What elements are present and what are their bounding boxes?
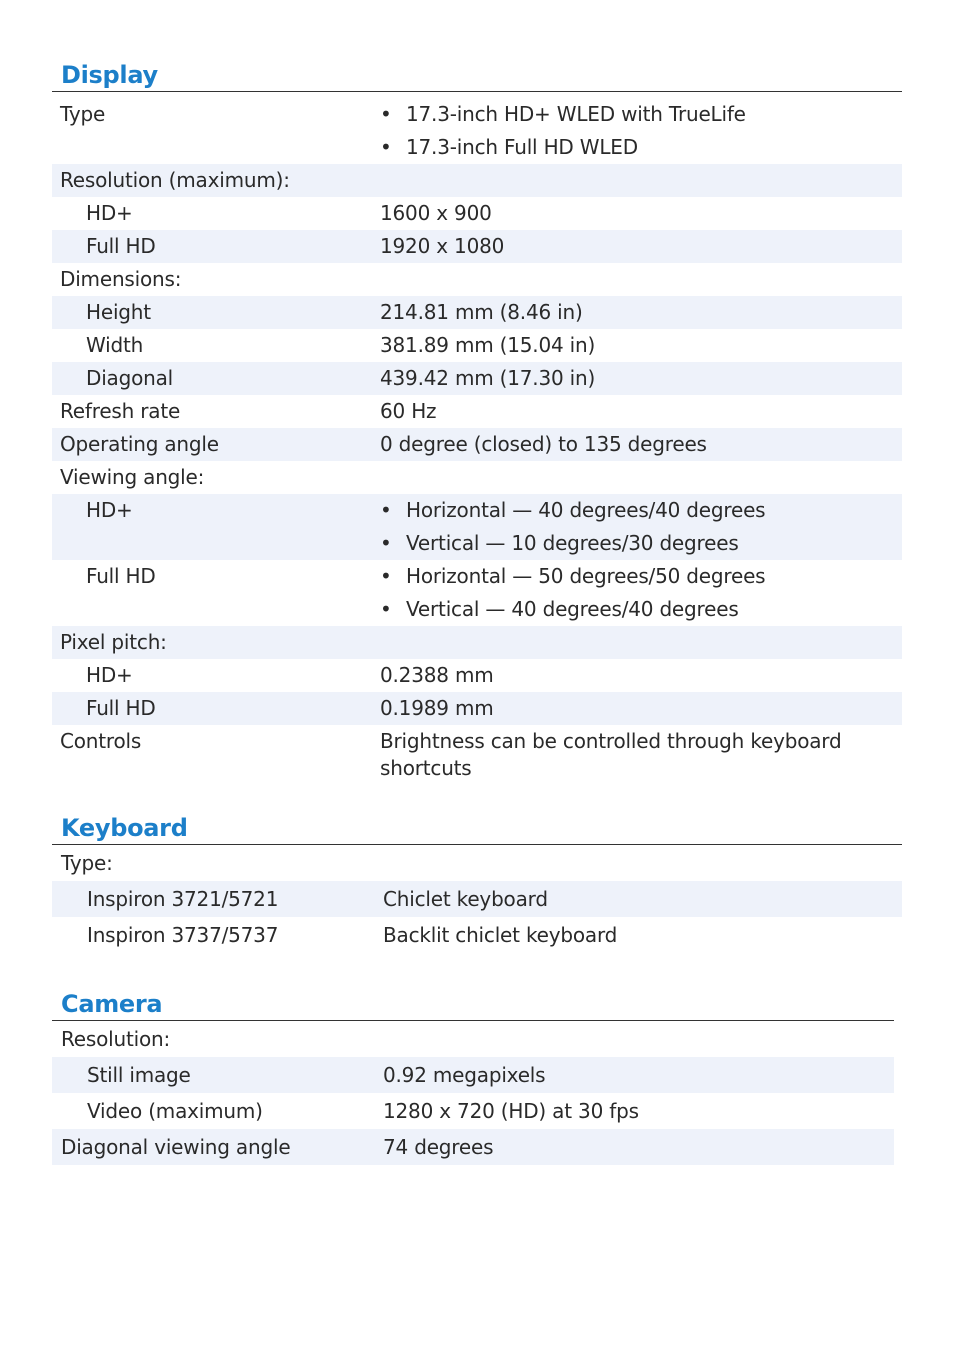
type-list [380, 98, 882, 164]
resolution-hd-row [52, 197, 902, 230]
row-label: Height [86, 300, 151, 324]
row-label: Video (maximum) [87, 1099, 263, 1123]
row-label: Refresh rate [60, 399, 181, 423]
dimensions-header-row [52, 263, 902, 296]
list-item: • Vertical — 10 degrees/30 degrees [380, 527, 882, 560]
row-value [380, 494, 902, 560]
list-item: • Vertical — 40 degrees/40 degrees [380, 593, 882, 626]
row-label: Dimensions: [60, 267, 182, 291]
dimensions-width-row [52, 329, 902, 362]
viewing-angle-hd-row [52, 494, 902, 560]
keyboard-row-3721 [52, 881, 902, 917]
row-label: Type: [61, 851, 113, 875]
row-label: HD+ [86, 201, 133, 225]
row-label: Full HD [86, 696, 156, 720]
row-label: Controls [60, 729, 142, 753]
dimensions-height-row [52, 296, 902, 329]
row-label: Resolution: [61, 1027, 171, 1051]
resolution-header-row [52, 164, 902, 197]
row-label: Inspiron 3737/5737 [87, 923, 279, 947]
row-label: Diagonal viewing angle [61, 1135, 291, 1159]
row-label: Diagonal [86, 366, 174, 390]
row-value: 1600 x 900 [380, 201, 492, 225]
row-value: 0.2388 mm [380, 663, 494, 687]
viewing-fhd-list [380, 560, 882, 626]
row-value: 214.81 mm (8.46 in) [380, 300, 583, 324]
camera-heading: Camera [52, 987, 894, 1021]
row-value: 0.1989 mm [380, 696, 494, 720]
viewing-hd-list [380, 494, 882, 560]
row-value: Backlit chiclet keyboard [383, 923, 618, 947]
pixel-pitch-hd-row [52, 659, 902, 692]
row-label: Type [60, 102, 106, 126]
operating-angle-row [52, 428, 902, 461]
dimensions-diagonal-row [52, 362, 902, 395]
display-type-row [52, 92, 902, 164]
camera-video-row [52, 1093, 894, 1129]
row-value: 381.89 mm (15.04 in) [380, 333, 596, 357]
row-label: Width [86, 333, 144, 357]
keyboard-type-header-row [52, 845, 902, 881]
camera-resolution-header-row [52, 1021, 894, 1057]
camera-section [52, 987, 894, 1165]
row-value: 439.42 mm (17.30 in) [380, 366, 596, 390]
row-label: Full HD [86, 234, 156, 258]
row-value: 1280 x 720 (HD) at 30 fps [383, 1099, 639, 1123]
list-item: • 17.3-inch Full HD WLED [380, 131, 882, 164]
row-value: Brightness can be controlled through keyboard shortcuts [380, 729, 842, 780]
row-value: 74 degrees [383, 1135, 494, 1159]
camera-still-row [52, 1057, 894, 1093]
row-value: 1920 x 1080 [380, 234, 505, 258]
display-section [52, 58, 902, 790]
viewing-angle-fhd-row [52, 560, 902, 626]
row-label: Full HD [86, 564, 156, 588]
refresh-rate-row [52, 395, 902, 428]
row-label: Pixel pitch: [60, 630, 167, 654]
row-label: Still image [87, 1063, 191, 1087]
keyboard-section [52, 811, 902, 953]
keyboard-heading: Keyboard [52, 811, 902, 845]
row-value [380, 98, 902, 164]
row-value [380, 560, 902, 626]
row-label: Inspiron 3721/5721 [87, 887, 279, 911]
row-value: Chiclet keyboard [383, 887, 548, 911]
camera-diagonal-row [52, 1129, 894, 1165]
row-label: Resolution (maximum): [60, 168, 290, 192]
viewing-angle-header-row [52, 461, 902, 494]
pixel-pitch-header-row [52, 626, 902, 659]
row-label: Viewing angle: [60, 465, 205, 489]
pixel-pitch-fhd-row [52, 692, 902, 725]
controls-row [52, 725, 902, 790]
list-item: • Horizontal — 50 degrees/50 degrees [380, 560, 882, 593]
list-item: • 17.3-inch HD+ WLED with TrueLife [380, 98, 882, 131]
row-value: 0.92 megapixels [383, 1063, 546, 1087]
row-value: 60 Hz [380, 399, 437, 423]
row-value: 0 degree (closed) to 135 degrees [380, 432, 707, 456]
keyboard-row-3737 [52, 917, 902, 953]
display-heading: Display [52, 58, 902, 92]
resolution-fhd-row [52, 230, 902, 263]
row-label: HD+ [86, 663, 133, 687]
row-label: HD+ [86, 498, 133, 522]
row-label: Operating angle [60, 432, 219, 456]
list-item: • Horizontal — 40 degrees/40 degrees [380, 494, 882, 527]
